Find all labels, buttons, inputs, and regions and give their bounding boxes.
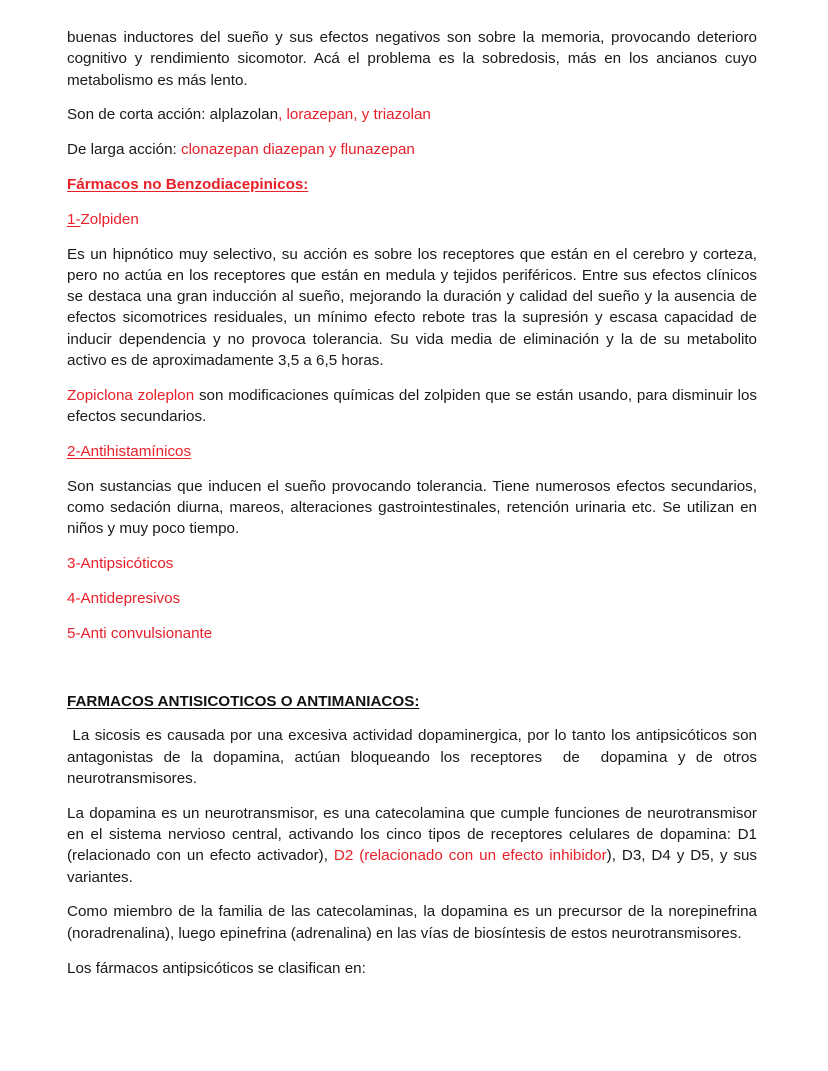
clasificacion-paragraph: Los fármacos antipsicóticos se clasifican en: [67,959,366,977]
zolpiden-name: Zolpiden [80,210,139,228]
zopiclona-paragraph [67,385,757,428]
short-action-prefix: Son de corta acción: alplazolan [67,106,279,124]
document-page [67,27,762,992]
zolpiden-heading-line [67,209,757,230]
list-item-anticonvulsionante: 5-Anti convulsionante [67,624,213,642]
intro-paragraph: buenas inductores del sueño y sus efectos negativos son sobre la memoria, provocando deterioro cognitivo y rendimiento sicomotor. Acá el problema es la sobredosis, más en los ancianos cuyo metabolismo es más lento. [67,29,757,89]
list-item-antidepresivos: 4-Antidepresivos [67,589,181,607]
antisicoticos-heading: FARMACOS ANTISICOTICOS O ANTIMANIACOS: [67,692,420,710]
section-spacer [67,658,757,691]
dopamina-prefix: La dopamina es un neurotransmisor, es una catecolamina que cumple funciones de neurotransmisor en el sistema nervioso central, activando los cinco tipos de receptores celulares de dopamina: D1 (relacionado con un efecto activador), [67,804,757,865]
zopiclona-rest: son modificaciones químicas del zolpiden que se están usando, para disminuir los efectos secundarios. [67,386,757,426]
zopiclona-drugs: Zopiclona zoleplon [67,386,195,404]
dopamina-suffix: ), D3, D4 y D5, y sus variantes. [67,847,758,886]
antisicoticos-heading-line [67,691,757,712]
antihistaminicos-heading: 2-Antihistamínicos [67,442,192,460]
short-action-line [67,104,757,125]
non-benzo-heading: Fármacos no Benzodiacepinicos: [67,175,309,193]
zolpiden-number: 1- [67,210,81,228]
dopamina-paragraph [67,803,757,888]
long-action-drugs: clonazepan diazepan y flunazepan [180,141,415,159]
list-item-antipsicoticos: 3-Antipsicóticos [67,555,174,573]
long-action-prefix: De larga acción: [67,141,181,159]
long-action-line [67,139,757,160]
catecolaminas-paragraph: Como miembro de la familia de las catecolaminas, la dopamina es un precursor de la norepinefrina (noradrenalina), luego epinefrina (adrenalina) en las vías de biosíntesis de estos neurotransmisores. [67,903,757,942]
sicosis-paragraph: La sicosis es causada por una excesiva actividad dopaminergica, por lo tanto los antipsicóticos son antagonistas de la dopamina, actúan bloqueando los receptores de dopamina y de otros neurotransmisores. [67,727,762,787]
antihistaminicos-heading-line [67,441,757,462]
antihistaminicos-paragraph: Son sustancias que inducen el sueño provocando tolerancia. Tiene numerosos efectos secundarios, como sedación diurna, mareos, alteraciones gastrointestinales, retención urinaria etc. Se utilizan en niños y muy poco tiempo. [67,477,757,538]
dopamina-d2: D2 (relacionado con un efecto inhibidor [333,847,607,865]
non-benzo-heading-line [67,174,757,195]
short-action-drugs: , lorazepan, y triazolan [278,106,431,124]
zolpiden-paragraph: Es un hipnótico muy selectivo, su acción es sobre los receptores que están en el cerebro y corteza, pero no actúa en los receptores que están en medula y tejidos periféricos. Entre sus efectos clínicos se destaca una gran inducción al sueño, mejorando la duración y calidad del sueño y la ausencia de efectos sicomotrices residuales, un mínimo efecto rebote tras la supresión y escasa capacidad de inducir dependencia y no provoca tolerancia. Su vida media de eliminación y la de su metabolito activo es de aproximadamente 3,5 a 6,5 horas. [67,245,757,370]
